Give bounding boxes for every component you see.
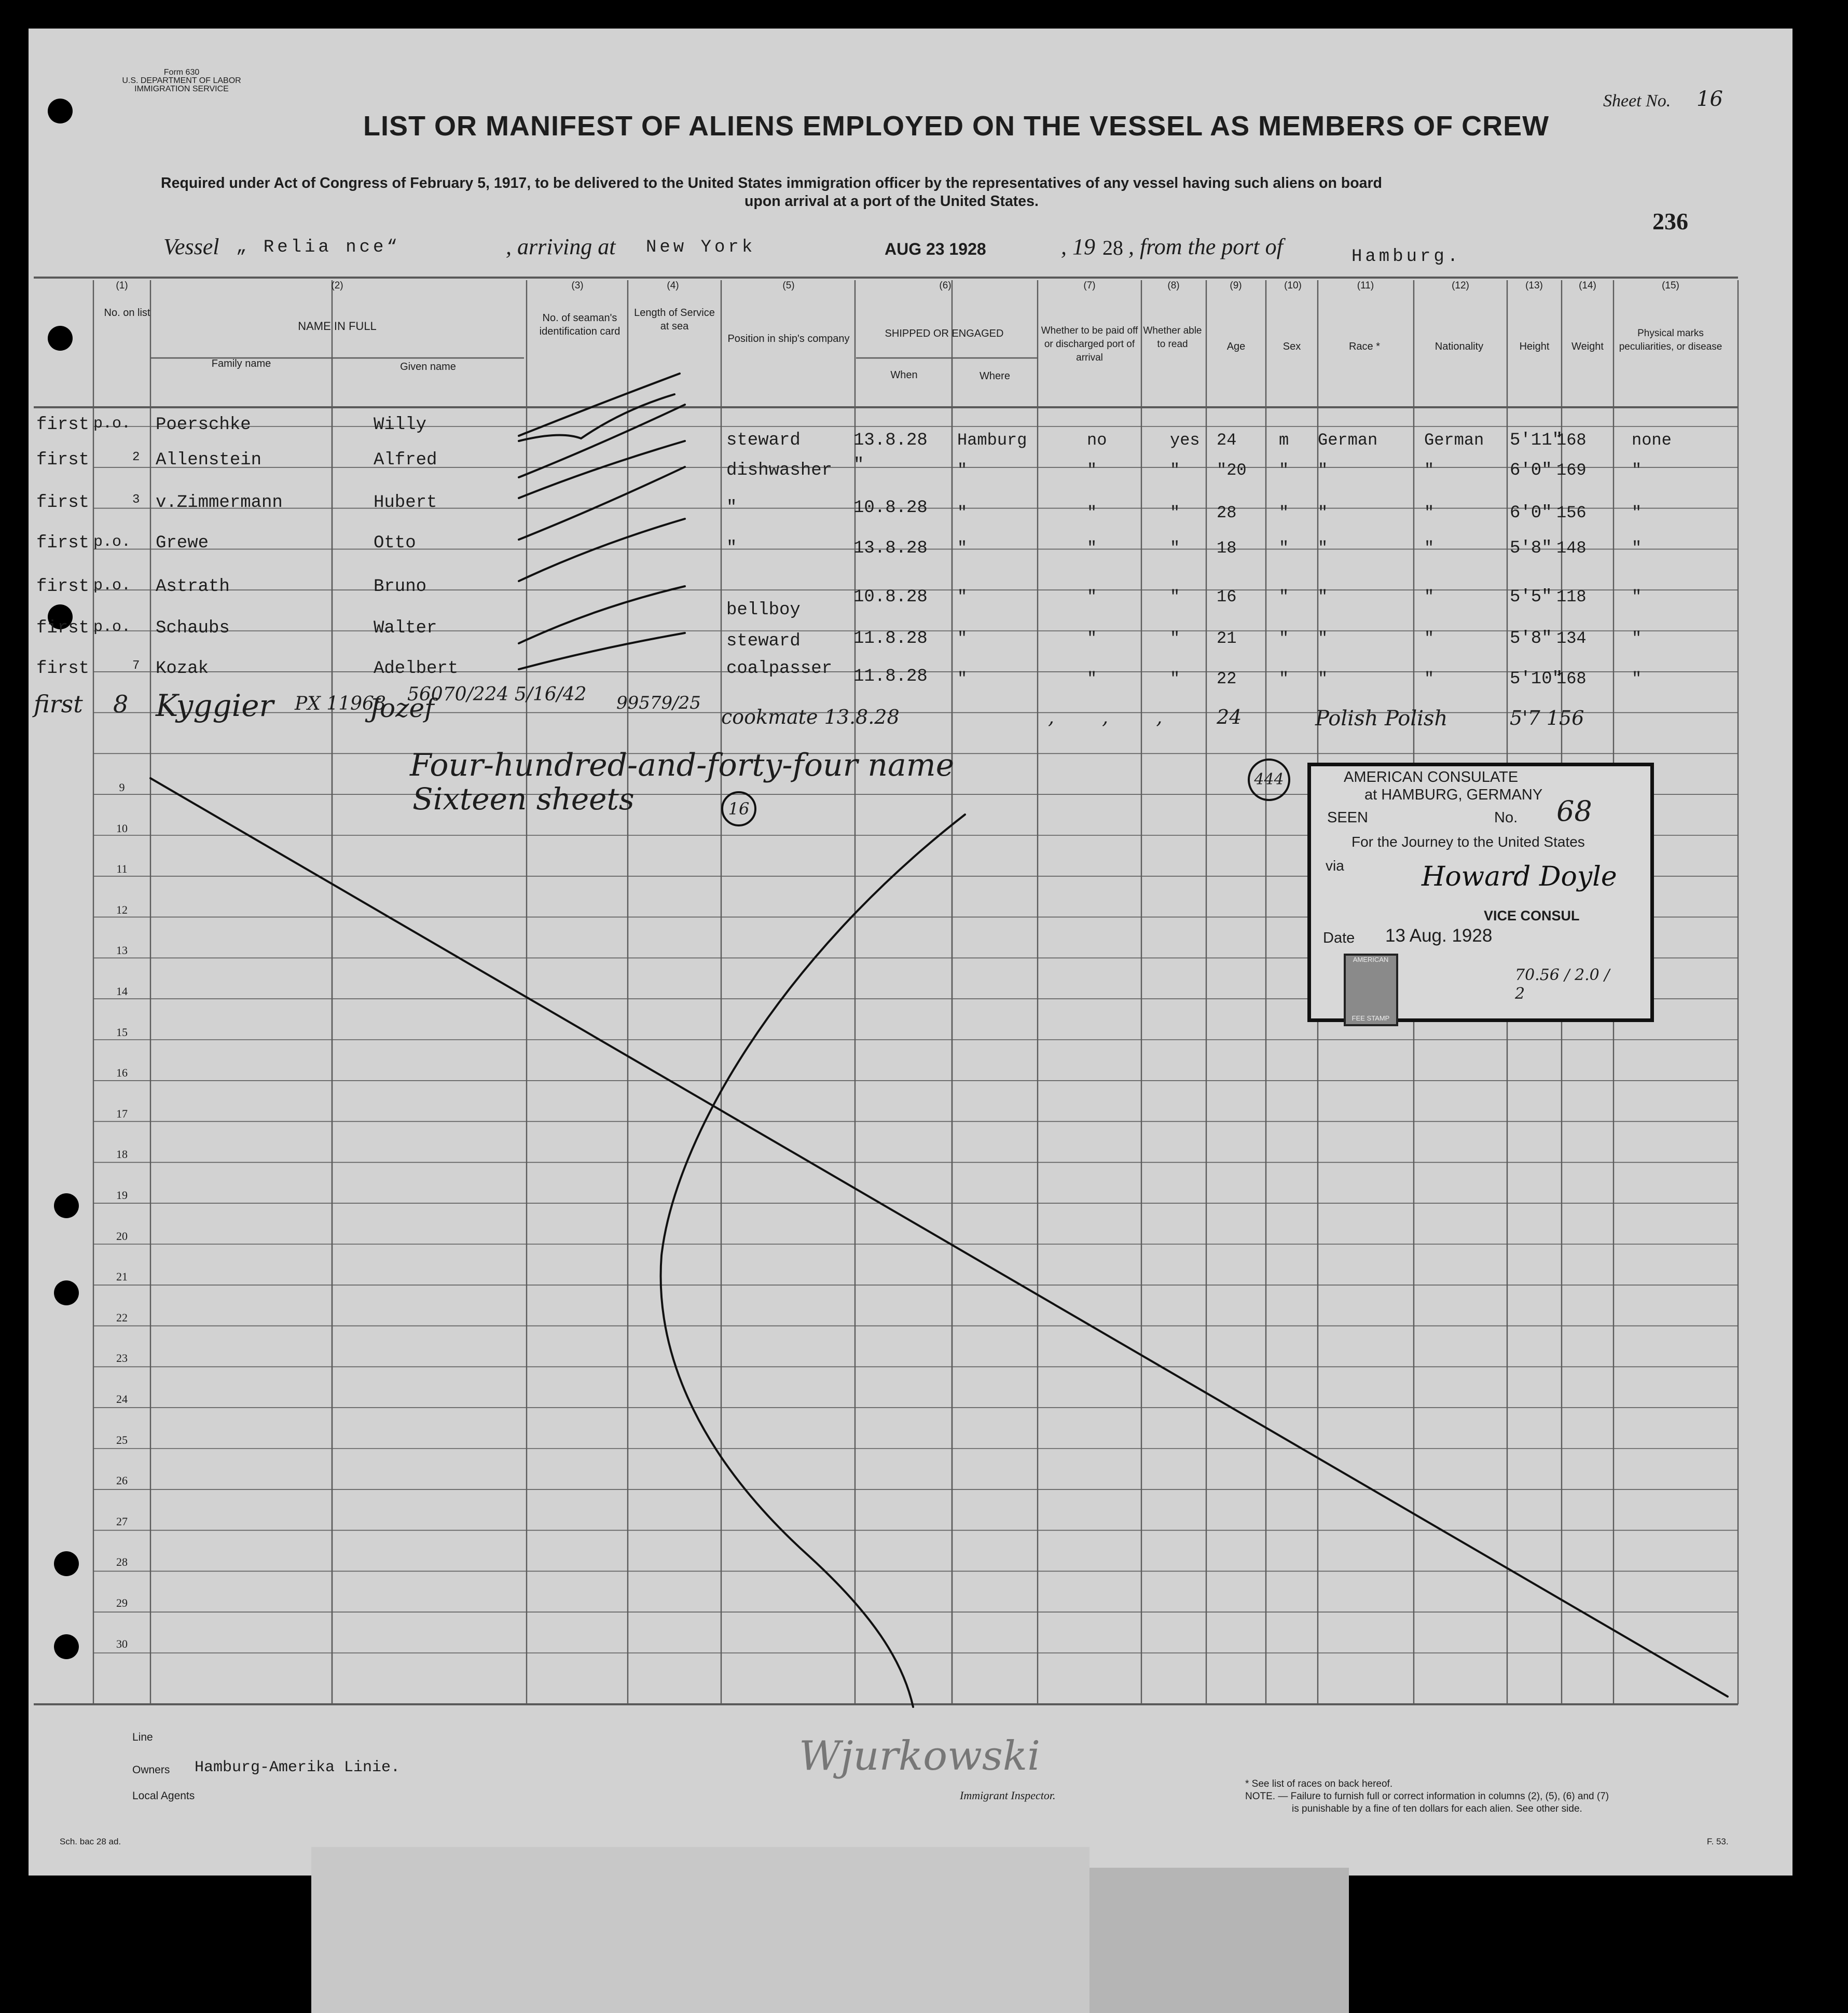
cell-given: Adelbert bbox=[374, 659, 459, 679]
column-number: (11) bbox=[1357, 280, 1374, 291]
cell-when: 10.8.28 bbox=[853, 498, 928, 518]
stamp-number: 68 bbox=[1556, 795, 1592, 828]
stamp-seen: SEEN bbox=[1327, 809, 1368, 826]
col-able-read: Whether able to read bbox=[1143, 325, 1202, 350]
cell-age: 16 bbox=[1217, 587, 1237, 606]
hw-family-name: Kyggier bbox=[156, 688, 274, 723]
col-seaman-card: No. of seaman's identification card bbox=[539, 312, 620, 337]
cell-weight: 148 bbox=[1556, 539, 1587, 558]
row-number: 10 bbox=[116, 821, 128, 835]
footer-owners-label: Owners bbox=[132, 1764, 170, 1776]
row-number: 24 bbox=[116, 1392, 128, 1405]
cell-position: " bbox=[726, 498, 737, 518]
cell-weight: 168 bbox=[1556, 669, 1587, 688]
cell-nat: " bbox=[1424, 669, 1435, 688]
stamp-vice-consul: VICE CONSUL bbox=[1484, 908, 1580, 923]
cell-where: " bbox=[957, 461, 968, 480]
stamp-location: at HAMBURG, GERMANY bbox=[1364, 787, 1543, 803]
footer-owners-value: Hamburg-Amerika Linie. bbox=[195, 1759, 401, 1776]
cell-family: Poerschke bbox=[156, 415, 251, 435]
column-number: (14) bbox=[1579, 280, 1596, 291]
cell-weight: 156 bbox=[1556, 503, 1587, 522]
row-number: 23 bbox=[116, 1352, 128, 1365]
cell-read: " bbox=[1170, 503, 1180, 522]
cell-phys: " bbox=[1632, 539, 1642, 558]
cell-nat: German bbox=[1424, 431, 1484, 450]
stamp-date: 13 Aug. 1928 bbox=[1385, 926, 1493, 946]
footer-note-fine: is punishable by a fine of ten dollars for each alien. See other side. bbox=[1292, 1803, 1582, 1814]
cell-weight: 118 bbox=[1556, 587, 1587, 606]
cell-age: 28 bbox=[1217, 503, 1237, 522]
stamp-date-label: Date bbox=[1323, 930, 1355, 946]
cell-sex: " bbox=[1279, 503, 1289, 522]
hw-position-when: cookmate 13.8.28 bbox=[721, 706, 900, 728]
ditto-stroke bbox=[519, 441, 685, 498]
cell-cls: first bbox=[36, 618, 90, 638]
column-number: (13) bbox=[1525, 280, 1543, 291]
cell-paid: " bbox=[1087, 669, 1097, 688]
cell-paid: " bbox=[1087, 503, 1097, 522]
row-number: 17 bbox=[116, 1107, 128, 1120]
cell-height: 6'0" bbox=[1510, 503, 1552, 523]
stamp-journey: For the Journey to the United States bbox=[1351, 834, 1585, 850]
column-number: (15) bbox=[1662, 280, 1679, 291]
cell-cls: first bbox=[36, 450, 90, 470]
column-number: (10) bbox=[1284, 280, 1302, 291]
col-given-name: Given name bbox=[400, 361, 456, 373]
hw-row-number: 8 bbox=[113, 690, 129, 718]
cell-race: " bbox=[1318, 587, 1328, 606]
cell-weight: 168 bbox=[1556, 431, 1587, 450]
cell-phys: none bbox=[1632, 431, 1672, 450]
cell-age: 21 bbox=[1217, 629, 1237, 648]
cell-family: Astrath bbox=[156, 577, 230, 597]
cell-no: 7 bbox=[132, 659, 140, 673]
row-number: 25 bbox=[116, 1433, 128, 1446]
cell-paid: " bbox=[1087, 539, 1097, 558]
column-number: (12) bbox=[1452, 280, 1469, 291]
row-number: 11 bbox=[116, 862, 128, 876]
footer-code: F. 53. bbox=[1707, 1837, 1729, 1846]
row-number: 13 bbox=[116, 944, 128, 957]
cell-mark: p.o. bbox=[93, 415, 131, 433]
fee-numbers: 70.56 / 2.0 / 2 bbox=[1515, 966, 1610, 1003]
cell-paid: " bbox=[1087, 629, 1097, 648]
row-number: 22 bbox=[116, 1311, 128, 1324]
cell-race: " bbox=[1318, 461, 1328, 480]
col-race: Race * bbox=[1348, 341, 1381, 352]
cell-age: "20 bbox=[1217, 461, 1247, 480]
row-number: 9 bbox=[119, 781, 125, 794]
cell-phys: " bbox=[1632, 503, 1642, 522]
cell-nat: " bbox=[1424, 539, 1435, 558]
row-number: 18 bbox=[116, 1148, 128, 1161]
fee-stamp-top: AMERICAN bbox=[1353, 956, 1389, 963]
cell-where: " bbox=[957, 503, 968, 522]
ditto-stroke bbox=[519, 586, 685, 643]
row-number: 16 bbox=[116, 1066, 128, 1080]
from-port-label: , from the port of bbox=[1128, 234, 1283, 259]
row-number: 26 bbox=[116, 1474, 128, 1487]
hw-class: first bbox=[34, 690, 83, 718]
hw-height-weight: 5'7 156 bbox=[1510, 707, 1584, 729]
col-shipped: SHIPPED OR ENGAGED bbox=[885, 328, 1004, 339]
cell-nat: " bbox=[1424, 629, 1435, 648]
hw-given-name: Jozef bbox=[369, 693, 434, 723]
column-number: (6) bbox=[939, 280, 951, 291]
cell-height: 5'10" bbox=[1510, 669, 1563, 689]
cell-mark: p.o. bbox=[93, 577, 131, 595]
row-number: 21 bbox=[116, 1270, 128, 1284]
row-number: 14 bbox=[116, 985, 128, 998]
column-number: (5) bbox=[782, 280, 795, 291]
service-name: IMMIGRATION SERVICE bbox=[134, 85, 229, 93]
cell-family: Grewe bbox=[156, 533, 209, 553]
row-number: 27 bbox=[116, 1514, 128, 1528]
cell-where: " bbox=[957, 587, 968, 606]
stamp-consulate: AMERICAN CONSULATE bbox=[1344, 769, 1519, 785]
stamp-no-label: No. bbox=[1494, 809, 1518, 826]
arrival-date-stamp: AUG 23 1928 bbox=[885, 240, 986, 258]
col-where: Where bbox=[980, 370, 1010, 382]
cell-sex: " bbox=[1279, 629, 1289, 648]
ditto-stroke bbox=[519, 519, 685, 581]
cell-age: 18 bbox=[1217, 539, 1237, 558]
year-value: 28 bbox=[1102, 236, 1123, 259]
footer-note-failure: NOTE. — Failure to furnish full or correct information in columns (2), (5), (6) and (7) bbox=[1245, 1791, 1609, 1802]
cell-given: Hubert bbox=[374, 493, 437, 513]
cell-family: Schaubs bbox=[156, 618, 230, 638]
cell-mark: p.o. bbox=[93, 618, 131, 636]
col-sex: Sex bbox=[1282, 341, 1301, 352]
cell-cls: first bbox=[36, 493, 90, 513]
cell-position: bellboy bbox=[726, 600, 801, 620]
cell-given: Willy bbox=[374, 415, 427, 435]
cell-read: " bbox=[1170, 461, 1180, 480]
footer-local-agents-label: Local Agents bbox=[132, 1790, 195, 1802]
cell-read: " bbox=[1170, 587, 1180, 606]
sheet-number: 16 bbox=[1697, 87, 1723, 111]
cell-position: coalpasser bbox=[726, 659, 833, 679]
column-number: (9) bbox=[1230, 280, 1242, 291]
col-when: When bbox=[890, 369, 918, 381]
cell-age: 24 bbox=[1217, 431, 1237, 450]
arriving-port: New York bbox=[646, 238, 756, 257]
cell-paid: " bbox=[1087, 461, 1097, 480]
cell-given: Bruno bbox=[374, 577, 427, 597]
col-name-in-full: NAME IN FULL bbox=[298, 320, 377, 333]
cell-where: " bbox=[957, 629, 968, 648]
footer-line-label: Line bbox=[132, 1731, 153, 1743]
vice-consul-signature: Howard Doyle bbox=[1422, 861, 1617, 892]
cell-sex: " bbox=[1279, 539, 1289, 558]
cell-nat: " bbox=[1424, 461, 1435, 480]
cell-position: dishwasher bbox=[726, 461, 833, 480]
col-height: Height bbox=[1519, 341, 1550, 352]
hw-card-number: PX 11968 bbox=[295, 693, 386, 714]
row-number: 12 bbox=[116, 903, 128, 916]
cell-where: " bbox=[957, 539, 968, 558]
form-id-block bbox=[119, 68, 244, 93]
column-number: (1) bbox=[116, 280, 128, 291]
cell-sex: m bbox=[1279, 431, 1289, 450]
cell-cls: first bbox=[36, 415, 90, 435]
cell-when: 11.8.28 bbox=[853, 629, 928, 649]
row-number: 19 bbox=[116, 1189, 128, 1202]
row-number: 28 bbox=[116, 1555, 128, 1569]
cell-nat: " bbox=[1424, 503, 1435, 522]
col-length-service: Length of Service at sea bbox=[634, 307, 715, 332]
cell-race: " bbox=[1318, 669, 1328, 688]
cell-read: yes bbox=[1170, 431, 1200, 450]
curved-cancel-line bbox=[661, 815, 965, 1707]
manifest-title: LIST OR MANIFEST OF ALIENS EMPLOYED ON THE VESSEL AS MEMBERS OF CREW bbox=[363, 111, 1550, 142]
cell-no: 2 bbox=[132, 450, 140, 464]
cell-paid: " bbox=[1087, 587, 1097, 606]
cell-height: 5'8" bbox=[1510, 539, 1552, 558]
annotation-count-text: Four-hundred-and-forty-four name bbox=[410, 747, 955, 783]
cell-read: " bbox=[1170, 669, 1180, 688]
cell-position: " bbox=[726, 539, 737, 558]
vessel-name: „ Relia nce“ bbox=[236, 238, 401, 257]
vessel-label: Vessel bbox=[163, 234, 219, 259]
ditto-stroke bbox=[519, 633, 685, 669]
column-number: (4) bbox=[667, 280, 679, 291]
column-number: (7) bbox=[1083, 280, 1096, 291]
cell-weight: 134 bbox=[1556, 629, 1587, 648]
cell-phys: " bbox=[1632, 461, 1642, 480]
cell-when: 10.8.28 bbox=[853, 587, 928, 607]
ditto-stroke bbox=[519, 394, 674, 441]
row-number: 30 bbox=[116, 1637, 128, 1650]
row-number: 29 bbox=[116, 1596, 128, 1609]
cell-cls: first bbox=[36, 533, 90, 553]
cell-when: " bbox=[853, 456, 864, 475]
cell-family: Kozak bbox=[156, 659, 209, 679]
cell-nat: " bbox=[1424, 587, 1435, 606]
row-number: 15 bbox=[116, 1025, 128, 1039]
cell-sex: " bbox=[1279, 587, 1289, 606]
footer-note-races: * See list of races on back hereof. bbox=[1245, 1778, 1393, 1789]
cell-when: 13.8.28 bbox=[853, 431, 928, 450]
cell-where: Hamburg bbox=[957, 431, 1027, 450]
col-paid-off: Whether to be paid off or discharged port of arrival bbox=[1041, 325, 1138, 363]
cell-when: 13.8.28 bbox=[853, 539, 928, 558]
cell-phys: " bbox=[1632, 669, 1642, 688]
col-age: Age bbox=[1226, 341, 1246, 352]
col-no-on-list: No. on list bbox=[104, 307, 150, 319]
department-name: U.S. DEPARTMENT OF LABOR bbox=[122, 76, 241, 85]
cell-race: " bbox=[1318, 503, 1328, 522]
footer-schedule: Sch. bac 28 ad. bbox=[60, 1837, 121, 1846]
from-port: Hamburg. bbox=[1351, 247, 1461, 267]
col-physical: Physical marks peculiarities, or disease bbox=[1619, 328, 1722, 352]
cell-no: 3 bbox=[132, 493, 140, 507]
cell-read: " bbox=[1170, 629, 1180, 648]
annotation-sheets-circle: 16 bbox=[721, 791, 756, 826]
cell-sex: " bbox=[1279, 669, 1289, 688]
cell-height: 5'8" bbox=[1510, 629, 1552, 649]
col-weight: Weight bbox=[1571, 341, 1604, 352]
cell-race: " bbox=[1318, 629, 1328, 648]
manifest-subtitle-1: Required under Act of Congress of February 5, 1917, to be delivered to the United States immigration officer by the representatives of any vessel having such aliens on board bbox=[161, 175, 1382, 191]
cell-family: v.Zimmermann bbox=[156, 493, 283, 513]
inspector-label: Immigrant Inspector. bbox=[960, 1789, 1056, 1802]
cell-phys: " bbox=[1632, 587, 1642, 606]
form-number: Form 630 bbox=[163, 68, 200, 77]
col-nationality: Nationality bbox=[1435, 341, 1484, 352]
cell-sex: " bbox=[1279, 461, 1289, 480]
hw-race-nationality: Polish Polish bbox=[1315, 707, 1448, 730]
column-number: (8) bbox=[1167, 280, 1180, 291]
cell-height: 6'0" bbox=[1510, 461, 1552, 480]
cell-given: Walter bbox=[374, 618, 437, 638]
cell-mark: p.o. bbox=[93, 533, 131, 551]
inspector-signature: Wjurkowski bbox=[799, 1733, 1041, 1780]
arriving-label: , arriving at bbox=[506, 234, 616, 259]
sheet-label: Sheet No. bbox=[1603, 91, 1671, 111]
manifest-subtitle-2: upon arrival at a port of the United States. bbox=[744, 193, 1039, 210]
column-number: (3) bbox=[571, 280, 584, 291]
cell-where: " bbox=[957, 669, 968, 688]
hw-service-number: 99579/25 bbox=[616, 693, 701, 713]
col-family-name: Family name bbox=[211, 358, 271, 369]
cell-position: steward bbox=[726, 431, 801, 450]
cell-weight: 169 bbox=[1556, 461, 1587, 480]
col-position: Position in ship's company bbox=[727, 333, 850, 344]
cell-family: Allenstein bbox=[156, 450, 262, 470]
cell-when: 11.8.28 bbox=[853, 667, 928, 686]
hw-reference: 56070/224 5/16/42 bbox=[407, 684, 587, 705]
cell-given: Alfred bbox=[374, 450, 437, 470]
document-number: 236 bbox=[1652, 208, 1688, 235]
year-label: , 19 bbox=[1061, 234, 1095, 259]
stamp-via: via bbox=[1326, 858, 1344, 874]
hw-age: 24 bbox=[1217, 706, 1242, 728]
cell-height: 5'5" bbox=[1510, 587, 1552, 607]
cell-cls: first bbox=[36, 659, 90, 679]
cell-race: German bbox=[1318, 431, 1378, 450]
fee-stamp-bottom: FEE STAMP bbox=[1351, 1014, 1390, 1022]
cell-phys: " bbox=[1632, 629, 1642, 648]
cell-height: 5'11" bbox=[1510, 431, 1563, 450]
cell-read: " bbox=[1170, 539, 1180, 558]
cell-given: Otto bbox=[374, 533, 416, 553]
annotation-count-circle: 444 bbox=[1248, 759, 1290, 801]
cell-position: steward bbox=[726, 631, 801, 651]
column-number: (2) bbox=[331, 280, 343, 291]
cell-age: 22 bbox=[1217, 669, 1237, 688]
hw-ditto-marks: , , , bbox=[1048, 706, 1183, 728]
row-number: 20 bbox=[116, 1229, 128, 1243]
cell-paid: no bbox=[1087, 431, 1107, 450]
ditto-stroke bbox=[519, 467, 685, 540]
annotation-sheets-text: Sixteen sheets bbox=[412, 781, 635, 817]
cell-race: " bbox=[1318, 539, 1328, 558]
cell-cls: first bbox=[36, 577, 90, 597]
